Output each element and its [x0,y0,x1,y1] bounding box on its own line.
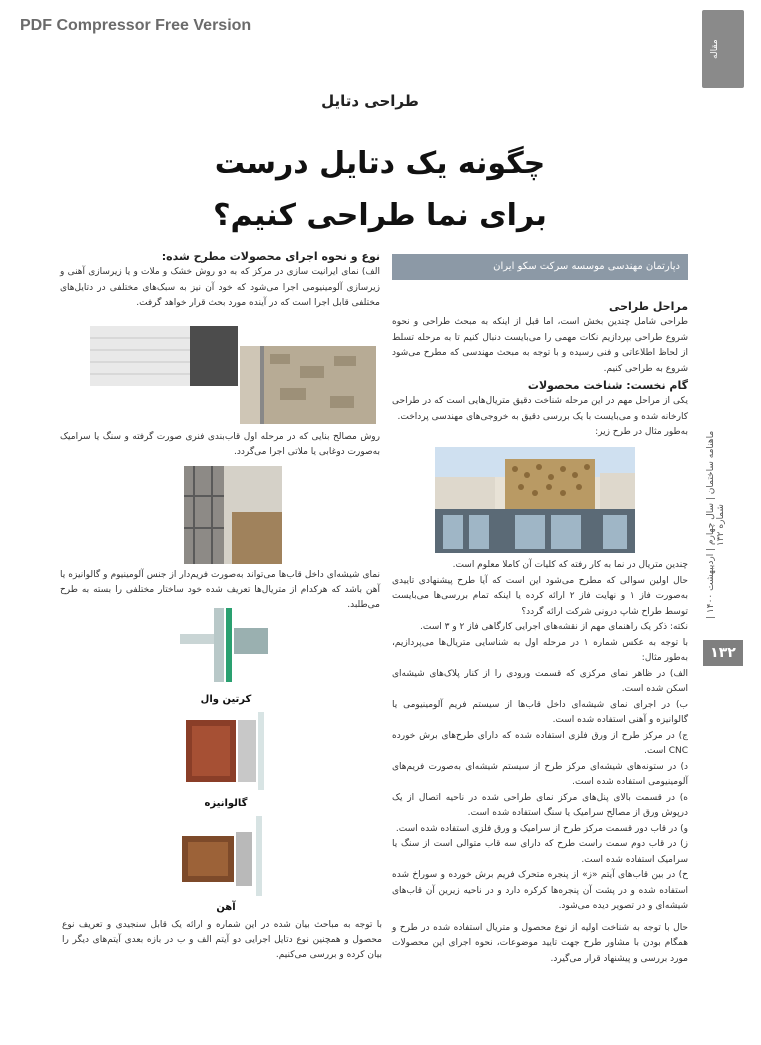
iron-detail [182,816,272,896]
list-item: ه) در قسمت بالای پنل‌های مرکز نمای طراحی شده در ناحیه اتصال از یک درپوش ورق از مصالح سرامیک یا سنگ استفاده شده است. [392,792,688,818]
paragraph: یکی از مراحل مهم در این مرحله شناخت دقیق متریال‌هایی است که در طراحی کارخانه شده و می‌بایست با یک بررسی دقیق به خروجی‌های مهندسی پرداخت. [392,396,688,422]
caption-curtain-wall: کرتین وال [200,694,252,705]
watermark-text: PDF Compressor Free Version [20,17,252,34]
right-column-lower [392,558,688,967]
article-title [180,138,580,242]
paragraph: الف) نمای ایرانیت سازی در مرکز که به دو روش خشک و ملات و یا زیرسازی آهنی و زیرسازی آلومینیومی اجرا می‌شود که خود آن نیز به سبک‌های مختلفی در دتایل‌های مختلفی قابل اجرا است که در آینده مورد بحث قرار خواهد گرفت. [60,267,380,308]
stone-facade-photo [240,346,376,424]
page-number: ۱۳۲ [703,640,743,666]
list-item: ج) در مرکز طرح از ورق فلزی استفاده شده که دارای طرح‌های برش خورده CNC است. [392,730,688,756]
list-item: ز) در قاب دوم سمت راست طرح که دارای سه قاب متوالی است از سنگ یا سرامیک استفاده شده است. [392,839,688,865]
list-item: الف) در ظاهر نمای مرکزی که قسمت ورودی را از کنار پلاک‌های شیشه‌ای اسکن شده است. [392,668,688,694]
construction-photo [184,466,282,564]
left-column [60,250,380,312]
right-column [392,254,688,441]
section-tab-label: مقاله [710,39,720,59]
paragraph: با توجه به مباحث بیان شده در این شماره و ارائه یک قابل سنجیدی و تعریف نوع محصول و همچنین نوع دتایل اجرایی دو آیتم الف و ب در بازه بعدی آیتم‌های دیگر را بیان کرده و بررسی می‌کنیم. [62,920,382,960]
paragraph: به‌طور مثال در طرح زیر: [595,427,688,437]
title-line-1: چگونه یک دتایل درست [214,146,546,181]
list-item: با توجه به عکس شماره ۱ در مرحله اول به شناسایی متریال‌ها می‌پردازیم، به‌طور مثال: [392,637,688,663]
list-item: د) در ستونه‌های شیشه‌ای مرکز طرح از سیستم شیشه‌ای به‌صورت فریم‌های آلومینیومی استفاده شده است. [392,761,688,787]
heading-design-stages: مراحل طراحی [608,300,688,313]
list-item: ب) در اجرای نمای شیشه‌ای داخل قاب‌ها از سیستم فریم آلومینیومی یا گالوانیزه و آهنی استفاده شده است. [392,699,688,725]
heading-execution: نوع و نحوه اجرای محصولات مطرح شده: [161,250,380,263]
section-kicker: طراحی دتایل [321,92,419,110]
paragraph: روش مصالح بنایی که در مرحله اول قاب‌بندی فنری صورت گرفته و سنگ یا سرامیک به‌صورت دوغابی یا ملاتی اجرا می‌گردد. [60,432,380,457]
paragraph: نمای شیشه‌ای داخل قاب‌ها می‌تواند به‌صورت فریم‌دار از جنس آلومینیوم و گالوانیزه یا آهن باشد که هرکدام از متریال‌ها تعریف شده خود ساختار مختلفی را بسته به طرح می‌طلبد. [60,570,380,610]
list-item: و) در قاب دور قسمت مرکز طرح از سرامیک و ورق فلزی استفاده شده است. [395,823,688,834]
author-bar: دپارتمان مهندسی موسسه سرکت سکو ایران [392,254,688,280]
paragraph: حال اولین سوالی که مطرح می‌شود این است که آیا طرح پیشنهادی تاییدی به‌صورت فاز ۱ و نهایت فاز ۲ ارائه کرده یا اینکه تمام بررسی‌ها می‌بایست توسط طراح شاپ درونی شرکت ارائه گردد؟ [392,575,688,617]
panel-cladding-photo [90,326,238,386]
journal-info-strip: ماهنامه ساختمان | سال چهارم | اردیبهشت ۱۴۰۰ | شماره ۱۳۲ [706,430,726,620]
title-line-2: برای نما طراحی کنیم؟ [213,198,547,233]
paragraph: چندین متریال در نما به کار رفته که کلیات آن کاملا معلوم است. [452,560,688,570]
caption-galvanized: گالوانیزه [204,798,248,809]
building-photo [435,447,635,553]
curtain-wall-detail [176,608,272,682]
galvanized-detail [186,712,268,790]
paragraph: نکته: ذکر یک راهنمای مهم از نقشه‌های اجرایی کارگاهی فاز ۲ و ۳ است. [420,622,688,632]
heading-first-step: گام نخست: شناخت محصولات [527,379,688,392]
caption-iron: آهن [216,902,236,913]
section-tab [702,10,744,88]
paragraph: طراحی شامل چندین بخش است، اما قبل از اینکه به مبحث طراحی و نحوه شروع طراحی بپردازیم نکات مهمی را می‌بایست دنبال کنیم تا به مرحله تسلط از لحاظ اطلاعاتی و فنی رسیده و با توجه به مبحث مهندسی که مطرح می‌شود شروع به طراحی کنیم. [392,317,688,374]
list-item: ح) در بین قاب‌های آیتم «ز» از پنجره متحرک فریم برش خورده و سوراخ شده استفاده شده و در پشت آن پنجره‌ها کرکره دارد و در ناحیه زیرین آن قاب‌های شیشه‌ای و در تصویر دیده می‌شود. [392,870,688,911]
paragraph: حال با توجه به شناخت اولیه از نوع محصول و متریال استفاده شده در طرح و همگام بودن با مشاور طرح جهت تایید موضوعات، نحوه اجرای این محصولات مورد بررسی و پیشنهاد قرار می‌گیرد. [392,922,688,964]
